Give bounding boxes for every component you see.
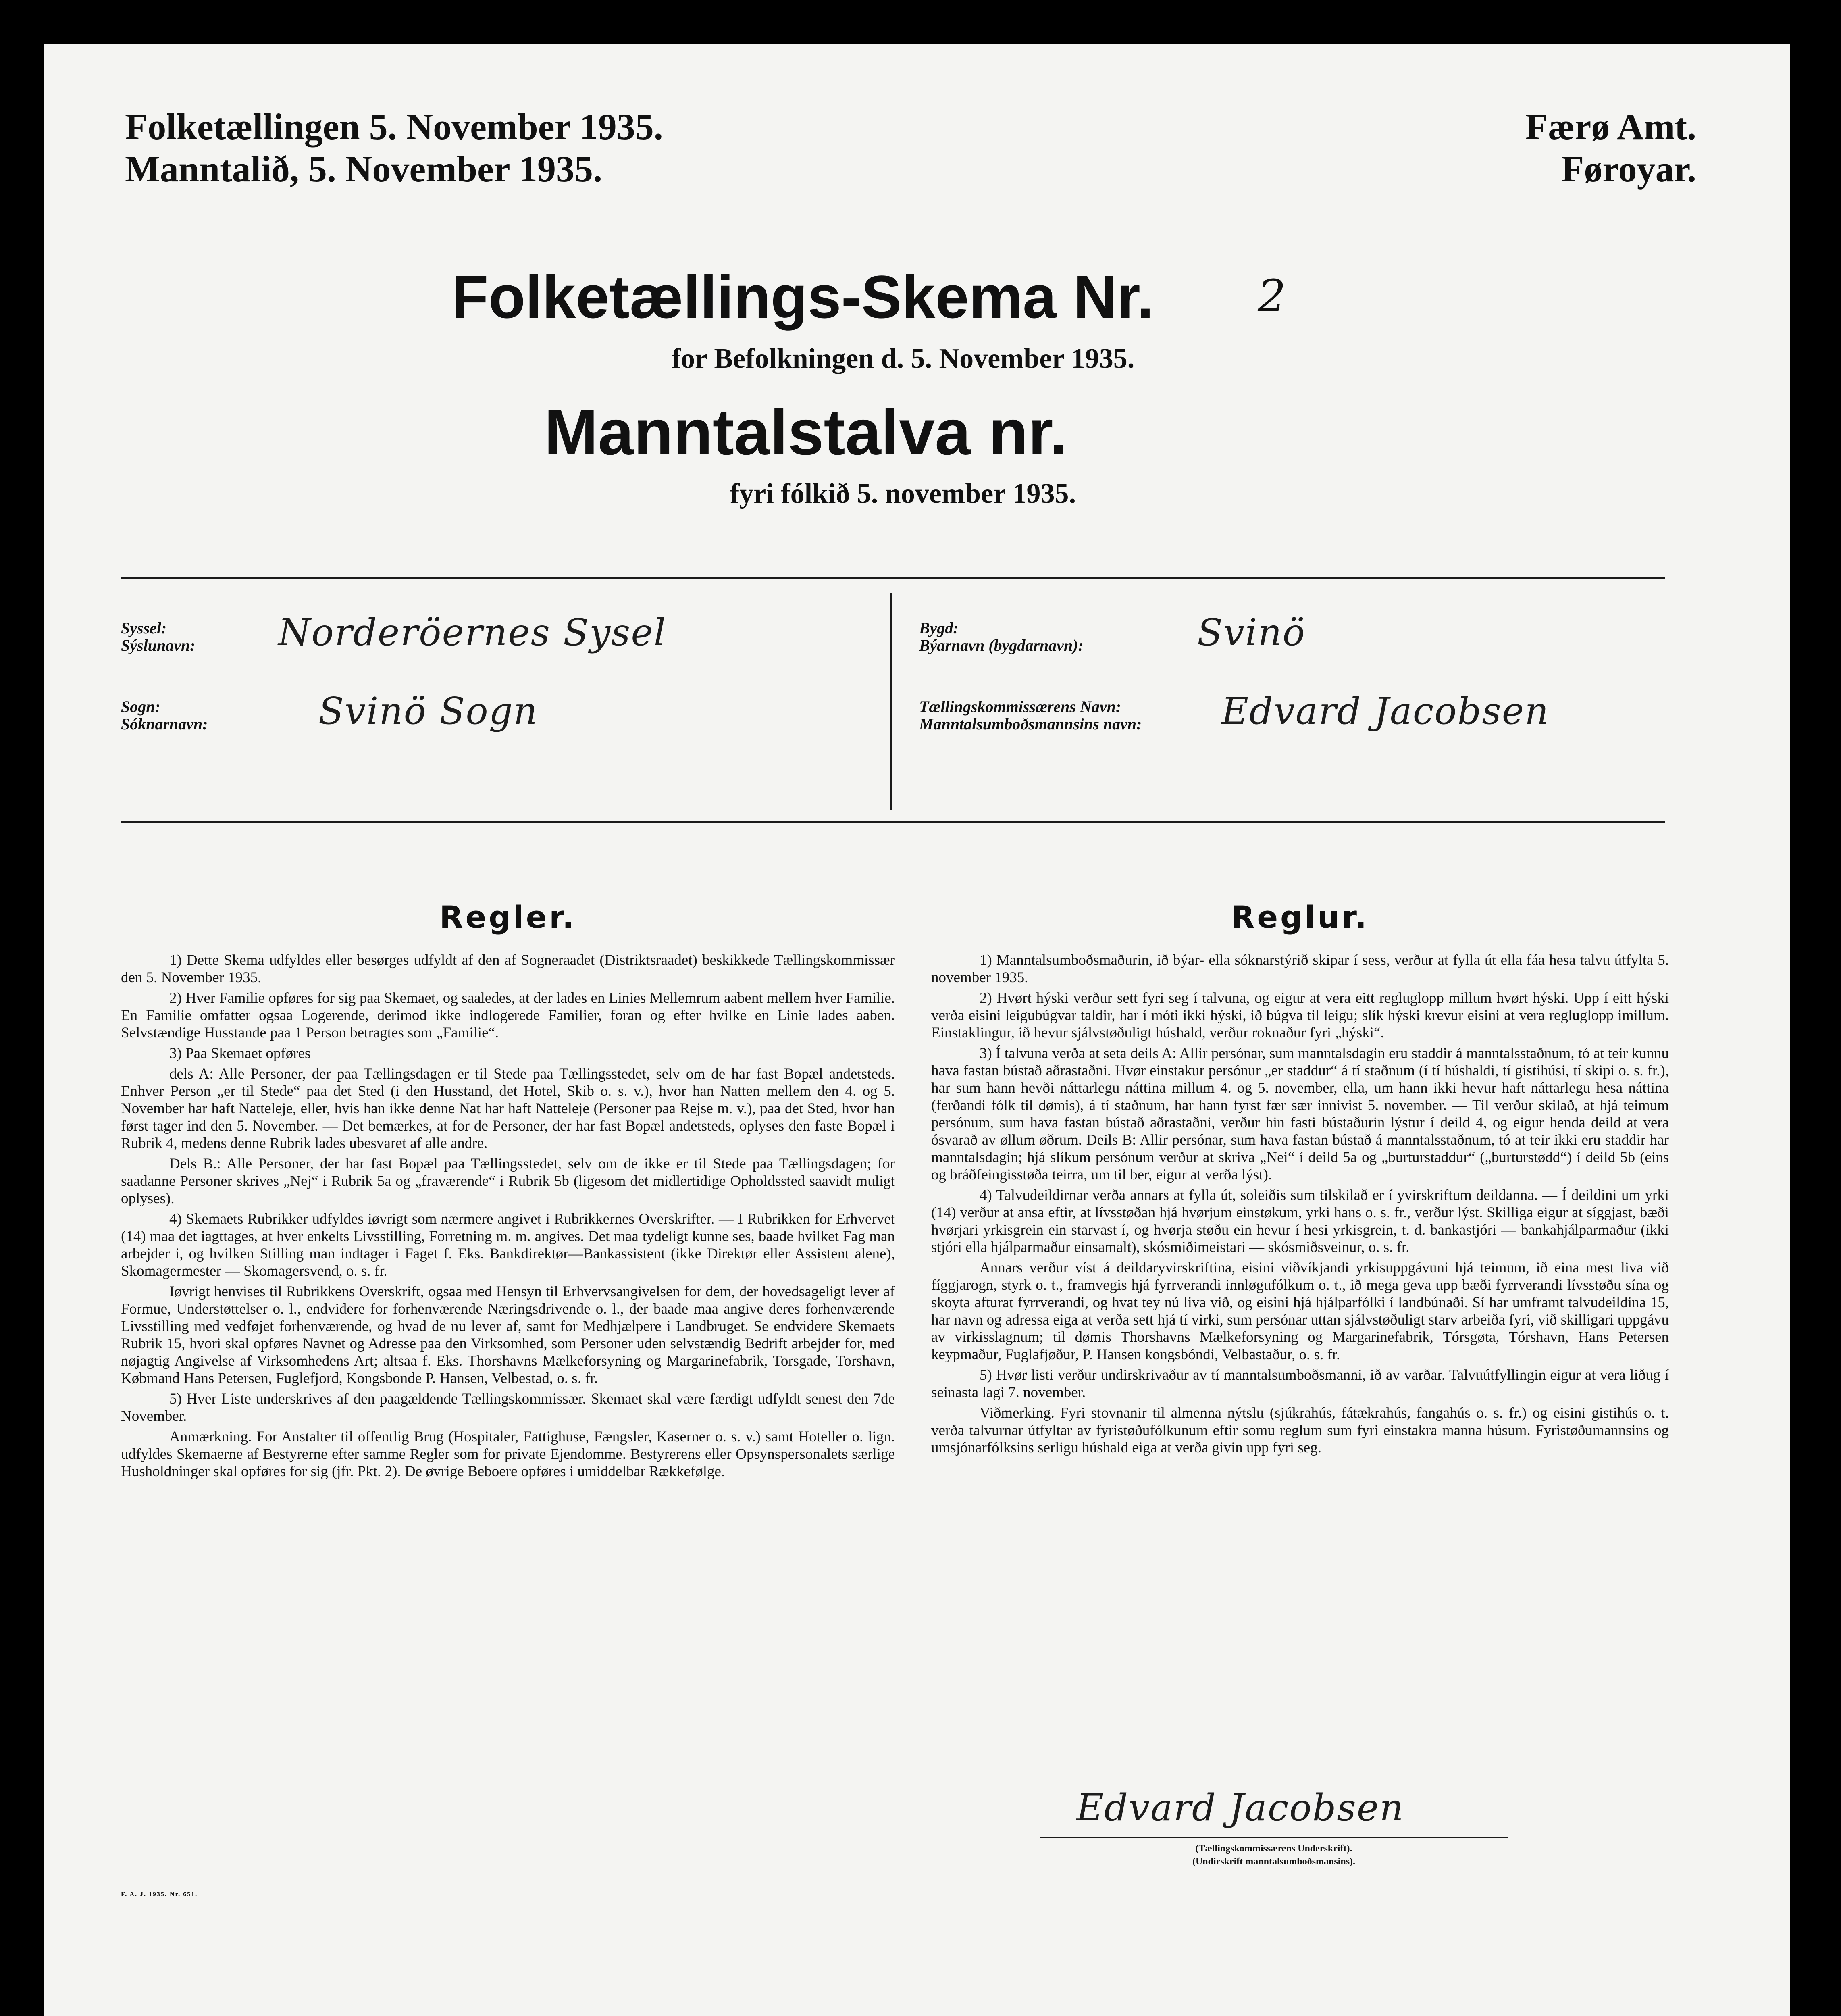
signature-line bbox=[1040, 1837, 1508, 1838]
befolkning-subtitle: for Befolkningen d. 5. November 1935. bbox=[671, 343, 1135, 374]
syslunavn-label: Sýslunavn: bbox=[121, 636, 196, 654]
bottom-divider bbox=[121, 821, 1665, 823]
printer-mark: F. A. J. 1935. Nr. 651. bbox=[121, 1891, 198, 1898]
header-left-line2: Manntalið, 5. November 1935. bbox=[125, 148, 603, 190]
manntalstalva-title: Manntalstalva nr. bbox=[544, 396, 1068, 468]
signature-caption-1: (Tællingskommissærens Underskrift). bbox=[1195, 1843, 1352, 1854]
reglur-paragraph: 3) Í talvuna verða at seta deils A: Allir persónar, sum manntalsdagin eru staddir á manntalsstaðnum, tó at teir kunnu hava fastan bústað aðrastaðni. Hvør einstakur persónur „er staddur“ á tí staðnum (í tí húshaldi, tí gistihúsi, tí skipi o. s. fr.), har sum hann hevði náttarlegu náttina millum 4. og 5. november, ella, um hann ikki hevur haft náttarlegu hesa náttina (ferðandi fólk til dømis), á tí staðnum, har hann fyrst fær sær innivist 5. november. — Til verður skilað, at hjá teimum persónum, sum hava fastan bústað aðrastaðni, verður hin fasti bústaðurin lýstur í deild 4, og eigur henda deild at vera ósvarað av øllum øðrum. Deils B: Allir persónar, sum hava fastan bústað á manntalsstaðnum, tó at teir ikki eru staddir har manntalsdagin; hjá slíkum persónum verður at skriva „Nei“ í deild 5a og „burturstaddur“ („burturstødd“) í deild 5b (eins og bráðfeingisstøða teirra, um til ber, eigur at verða lýst). bbox=[931, 1045, 1669, 1183]
top-divider bbox=[121, 577, 1665, 579]
regler-paragraph: dels A: Alle Personer, der paa Tællingsdagen er til Stede paa Tællingsstedet, selv om de har fast Bopæl andetsteds. Enhver Person „er til Stede“ paa det Sted (i den Husstand, det Hotel, Skib o. s. v.), hvor han Natten mellem den 4. og 5. November har haft Natteleje, eller, hvis han ikke denne Nat har haft Natteleje (Personer paa Rejse m. v.), paa det Sted, hvor han først tager ind den 5. November. — Det bemærkes, at for de Personer, der har fast Bopæl andetsteds, oplyses den faste Bopæl i Rubrik 4, medens denne Rubrik lades ubesvaret af alle andre. bbox=[121, 1066, 895, 1152]
header-right-line1: Færø Amt. bbox=[1525, 106, 1696, 147]
regler-heading: Regler. bbox=[439, 899, 576, 935]
census-form-sheet bbox=[44, 44, 1790, 2016]
soknarnavn-label: Sóknarnavn: bbox=[121, 715, 208, 733]
regler-paragraph: 1) Dette Skema udfyldes eller besørges udfyldt af den af Sogneraadet (Distriktsraadet) beskikkede Tællingskommissær den 5. November 1935. bbox=[121, 952, 895, 986]
syssel-label: Syssel: bbox=[121, 619, 167, 637]
regler-paragraph: Iøvrigt henvises til Rubrikkens Overskrift, ogsaa med Hensyn til Erhvervsangivelsen for dem, der hovedsageligt lever af Formue, Understøttelser o. l., endvidere for forhenværende Næringsdrivende o. l., der baade maa angive deres forhenværende Livsstilling med vedføjet forhenværende, og hvad de nu lever af, samt for Medhjælpere i Landbruget. Se endvidere Skemaets Rubrik 15, hvori skal opføres Navnet og Adresse paa den Virksomhed, som Personer uden selvstændig Bedrift arbejder for, med nøjagtig Angivelse af Virksomhedens Art; altsaa f. Eks. Thorshavns Mælkeforsyning og Margarinefabrik, Torsgade, Torshavn, Købmand Hans Petersen, Fuglefjord, Kongsbonde P. Hansen, Velbestad, o. s. fr. bbox=[121, 1283, 895, 1387]
skema-title: Folketællings-Skema Nr. bbox=[451, 263, 1154, 331]
sogn-value: Svinö Sogn bbox=[318, 689, 538, 733]
syssel-value: Norderöernes Sysel bbox=[278, 611, 667, 654]
reglur-paragraph: 1) Manntalsumboðsmaðurin, ið býar- ella sóknarstýrið skipar í sess, verður at fylla út ella fáa hesa talvu útfylta 5. november 1935. bbox=[931, 952, 1669, 986]
sogn-label: Sogn: bbox=[121, 698, 160, 716]
reglur-paragraph: 5) Hvør listi verður undirskrivaður av tí manntalsumboðsmanni, ið av varðar. Talvuútfyllingin eigur at vera liðug í seinasta lagi 7. november. bbox=[931, 1367, 1669, 1401]
kommissaer-label: Tællingskommissærens Navn: bbox=[919, 698, 1121, 716]
signature-caption-2: (Undirskrift manntalsumboðsmansins). bbox=[1192, 1856, 1356, 1867]
reglur-paragraph: Viðmerking. Fyri stovnanir til almenna nýtslu (sjúkrahús, fátækrahús, fangahús o. s. fr.) og eisini gistihús o. t. verða talvurnar útfyltar av fyristøðufólkunum eftir somu reglum sum fyri einstakra manna húsum. Fyristøðumannsins og umsjónarfólksins serligu húshald eiga at verða givin upp fyri seg. bbox=[931, 1405, 1669, 1456]
reglur-paragraph: Annars verður víst á deildaryvirskriftina, eisini viðvíkjandi yrkisuppgávuni hjá teimum, ið eina mest liva við fíggjarogn, styrk o. t., framvegis hjá fyrrverandi innløgufólkum o. t., ið mega geva upp bæði fyrrverandi lívsstøðu sína og skoyta afturat fyrrverandi, og hvat tey nú liva við, og eisini hjá hjálparfólki í landbúnaði. Sí har umframt talvudeildina 15, har navn og adressa eiga at verða sett hjá tí virki, sum persónar uttan sjálvstøðuligt starv arbeiða fyri, við skilligari uppgávu av virkisslagnum; til dømis Thorshavns Mælkeforsyning og Margarinefabrik, Tórsgøta, Tórshavn, Hans Petersen keypmaður, Fuglafjøður, P. Hansen kongsbóndi, Velbastaður, o. s. fr. bbox=[931, 1260, 1669, 1363]
reglur-heading: Reglur. bbox=[1231, 899, 1369, 935]
header-right-line2: Føroyar. bbox=[1561, 148, 1696, 190]
manntalsumbod-label: Manntalsumboðsmannsins navn: bbox=[919, 715, 1142, 733]
reglur-paragraph: 4) Talvudeildirnar verða annars at fylla út, soleiðis sum tilskilað er í yvirskriftum deildanna. — Í deildini um yrki (14) verður at ansa eftir, at lívsstøðan hjá hvørjum einstøkum, yrki hans o. s. fr., verður lýst. Skilliga eigur at síggjast, bæði hvørjari yrkisgrein ein starvast í, og hvørja støðu ein hevur í hesi yrkisgrein, t. d. bankastjóri — bankahjálparmaður (ikki stjóri ella hjálparmaður einsamalt), skósmiðimeistari — skósmiðsveinur, o. s. fr. bbox=[931, 1187, 1669, 1256]
regler-paragraph: 5) Hver Liste underskrives af den paagældende Tællingskommissær. Skemaet skal være færdigt udfyldt senest den 7de November. bbox=[121, 1391, 895, 1425]
bygd-label: Bygd: bbox=[919, 619, 959, 637]
fyri-subtitle: fyri fólkið 5. november 1935. bbox=[730, 478, 1076, 509]
signature-handwritten: Edvard Jacobsen bbox=[1076, 1786, 1404, 1829]
bygd-value: Svinö bbox=[1197, 611, 1306, 654]
byarnavn-label: Býarnavn (bygdarnavn): bbox=[919, 636, 1084, 654]
header-left-line1: Folketællingen 5. November 1935. bbox=[125, 106, 663, 147]
reglur-paragraph: 2) Hvørt hýski verður sett fyri seg í talvuna, og eigur at vera eitt regluglopp millum hvørt hýski. Upp í eitt hýski verða eisini leigubúgvar taldir, har í móti ikki hýski, ið búgva til leigu; slík hýski krevur eisini at vera regluglopp imillum. Einstaklingur, ið hevur sjálvstøðuligt húshald, verður roknaður fyri „hýski“. bbox=[931, 990, 1669, 1041]
regler-text bbox=[121, 952, 895, 1483]
regler-paragraph: 2) Hver Familie opføres for sig paa Skemaet, og saaledes, at der lades en Linies Mellemrum aabent mellem hver Familie. En Familie omfatter ogsaa Logerende, derimod ikke indlogerede Familier, foran og efter hvilke en Linie lades aaben. Selvstændige Husstande paa 1 Person betragtes som „Familie“. bbox=[121, 990, 895, 1041]
skema-number-handwritten: 2 bbox=[1258, 270, 1286, 322]
regler-paragraph: 4) Skemaets Rubrikker udfyldes iøvrigt som nærmere angivet i Rubrikkernes Overskrifter. — I Rubrikken for Erhvervet (14) maa det iagttages, at hver enkelts Livsstilling, Forretning m. m. angives. Det maa tydeligt kunne ses, baade hvilket Fag man arbejder i, og hvilken Stilling man indtager i Faget f. Eks. Bankdirektør—Bankassistent (ikke Direktør eller Assistent alene), Skomagermester — Skomagersvend, o. s. fr. bbox=[121, 1211, 895, 1279]
regler-paragraph: 3) Paa Skemaet opføres bbox=[169, 1045, 311, 1062]
kommissaer-value: Edvard Jacobsen bbox=[1221, 689, 1550, 733]
regler-paragraph: Anmærkning. For Anstalter til offentlig Brug (Hospitaler, Fattighuse, Fængsler, Kaserner o. s. v.) samt Hoteller o. lign. udfyldes Skemaerne af Bestyrerne efter samme Regler som for private Ejendomme. Bestyrerens eller Opsynspersonalets særlige Husholdninger skal opføres for sig (jfr. Pkt. 2). De øvrige Beboere opføres i umiddelbar Rækkefølge. bbox=[121, 1429, 895, 1480]
regler-paragraph: Dels B.: Alle Personer, der har fast Bopæl paa Tællingsstedet, selv om de ikke er til Stede paa Tællingsdagen; for saadanne Personer skrives „Nej“ i Rubrik 5a og „fraværende“ i Rubrik 5b (ligesom det midlertidige Opholdssted saavidt muligt oplyses). bbox=[121, 1156, 895, 1207]
reglur-text bbox=[931, 952, 1669, 1460]
field-column-divider bbox=[890, 593, 892, 810]
